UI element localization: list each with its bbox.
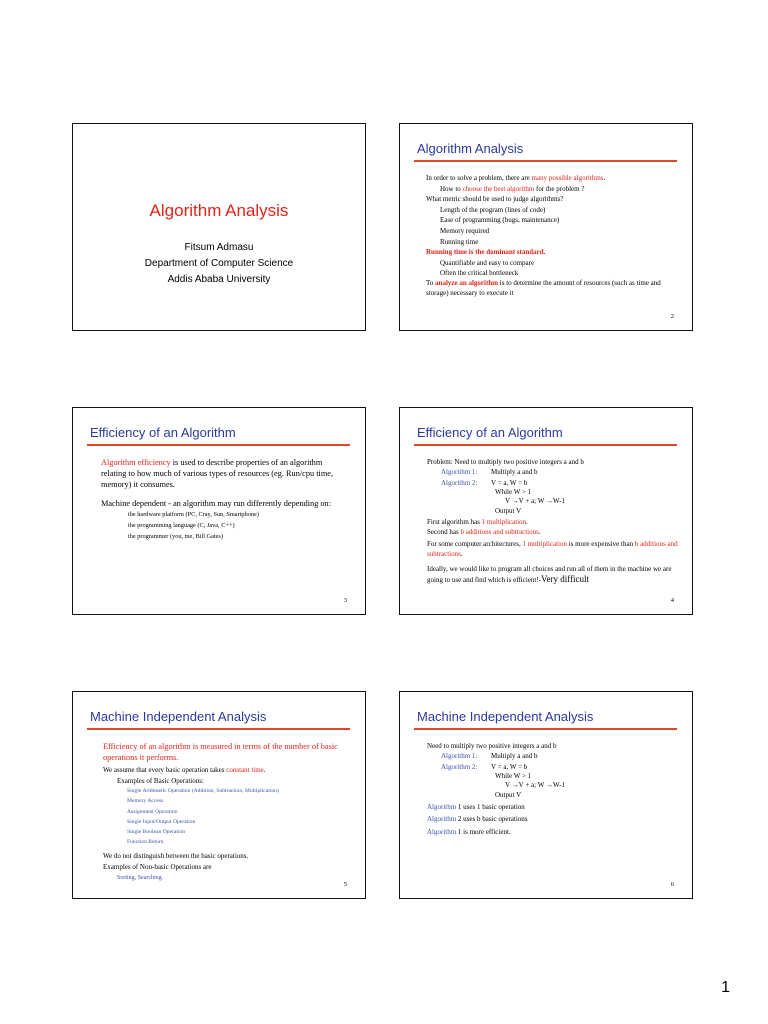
text-line: How to choose the best algorithm for the problem ?: [440, 184, 585, 193]
text-line: Algorithm 1 is more efficient.: [427, 828, 511, 837]
text-line: In order to solve a problem, there are many possible algorithms.: [426, 174, 606, 182]
page-number: 1: [721, 979, 730, 996]
text-line: Algorithm 2 uses b basic operations: [427, 815, 528, 824]
slide-1: [72, 123, 366, 331]
text-line: Algorithm efficiency is used to describe properties of an algorithm relating to how much of various types of resources (eg. Run/cpu time, memory) it consumes.: [101, 458, 334, 489]
slide-2: [399, 123, 693, 331]
text-line: Problem: Need to multiply two positive integers a and b: [427, 458, 584, 466]
title-divider: [87, 728, 350, 730]
text-line: Machine dependent - an algorithm may run differently depending on:: [101, 499, 332, 508]
slide-number: 3: [343, 597, 347, 604]
algorithm-2: Algorithm 2: V = a, W = b: [441, 478, 528, 487]
text-line: We assume that every basic operation takes constant time.: [103, 766, 266, 774]
algorithm-1: Algorithm 1: Multiply a and b: [441, 468, 538, 477]
text-line: To analyze an algorithm is to determine the amount of resources (such as time and storage) necessary to execute it: [426, 278, 661, 297]
slide-4: [399, 407, 693, 615]
list-item: Often the critical bottleneck: [440, 269, 519, 278]
text-line: Ideally, we would like to program all choices and run all of them in the machine we are going to use and find which is efficient!-Very difficult: [427, 564, 672, 584]
list-item: Assignment Operation: [127, 808, 178, 815]
slide-title: Efficiency of an Algorithm: [417, 425, 563, 440]
list-item: Function Return: [127, 839, 164, 846]
slide-3: [72, 407, 366, 615]
slide-title: Algorithm Analysis: [417, 141, 524, 156]
slide-title: Machine Independent Analysis: [90, 709, 267, 724]
text-line: Efficiency of an algorithm is measured in terms of the number of basic operations it performs.: [103, 742, 338, 762]
algorithm-1: Algorithm 1: Multiply a and b: [441, 752, 538, 761]
code-line: Output V: [495, 507, 522, 516]
list-item: Ease of programming (bugs, maintenance): [440, 216, 560, 225]
title-divider: [414, 444, 677, 446]
slide-number: 4: [670, 597, 674, 604]
list-item: Length of the program (lines of code): [440, 205, 546, 214]
text-line: Examples of Non-basic Operations are: [103, 863, 212, 871]
text-line: First algorithm has 1 multiplication.: [427, 517, 528, 526]
list-item: Memory required: [440, 226, 490, 235]
slide-body: [101, 457, 347, 543]
slide-body: [103, 741, 351, 883]
slide-6: [399, 691, 693, 899]
list-item: the hardware platform (PC, Cray, Sun, Smartphone): [128, 511, 259, 518]
algorithm-2: Algorithm 2: V = a, W = b: [441, 762, 528, 771]
list-item: Single Boolean Operation: [127, 829, 186, 835]
code-line: V →V + a; W →W-1: [505, 497, 566, 506]
list-item: Single Arithmetic Operation (Addition, Subtraction, Multiplication): [127, 788, 279, 795]
list-item: Running time: [440, 237, 479, 246]
list-item: Quantifiable and easy to compare: [440, 258, 535, 267]
slide-body: [427, 741, 680, 838]
presentation-title: Algorithm Analysis: [149, 201, 289, 220]
list-item: Sorting, Searching.: [117, 874, 164, 881]
list-item: Memory Access: [127, 798, 164, 805]
slide-5: [72, 691, 366, 899]
slide-body: [426, 173, 680, 298]
slide-number: 6: [670, 881, 674, 888]
code-line: Output V: [495, 791, 522, 800]
code-line: V →V + a; W →W-1: [505, 781, 566, 790]
list-item: the programming language (C, Java, C++): [128, 522, 235, 530]
list-item: the programmer (you, me, Bill Gates): [128, 533, 223, 541]
department-name: Department of Computer Science: [144, 258, 294, 269]
text-line: Examples of Basic Operations:: [117, 776, 204, 785]
text-line: We do not distinguish between the basic operations.: [103, 852, 249, 861]
text-line: Need to multiply two positive integers a and b: [427, 742, 557, 750]
university-name: Addis Ababa University: [167, 274, 271, 285]
title-divider: [414, 160, 677, 162]
text-line: Running time is the dominant standard.: [426, 248, 546, 257]
slide-number: 5: [343, 881, 347, 888]
text-line: Second has b additions and subtractions.: [427, 528, 541, 537]
code-line: While W > 1: [495, 772, 532, 781]
list-item: Single Input/Output Operation: [127, 818, 196, 825]
slide-title: Efficiency of an Algorithm: [90, 425, 236, 440]
slide-title: Machine Independent Analysis: [417, 709, 594, 724]
author-name: Fitsum Admasu: [184, 242, 254, 253]
text-line: What metric should be used to judge algorithms?: [426, 195, 564, 204]
title-divider: [87, 444, 350, 446]
text-line: For some computer architectures, 1 multiplication is more expensive than b additions and subtractions.: [427, 540, 678, 559]
text-line: Algorithm 1 uses 1 basic operation: [427, 802, 525, 811]
slide-body: [427, 457, 680, 585]
code-line: While W > 1: [495, 488, 532, 497]
slide-number: 2: [670, 313, 674, 320]
title-divider: [414, 728, 677, 730]
